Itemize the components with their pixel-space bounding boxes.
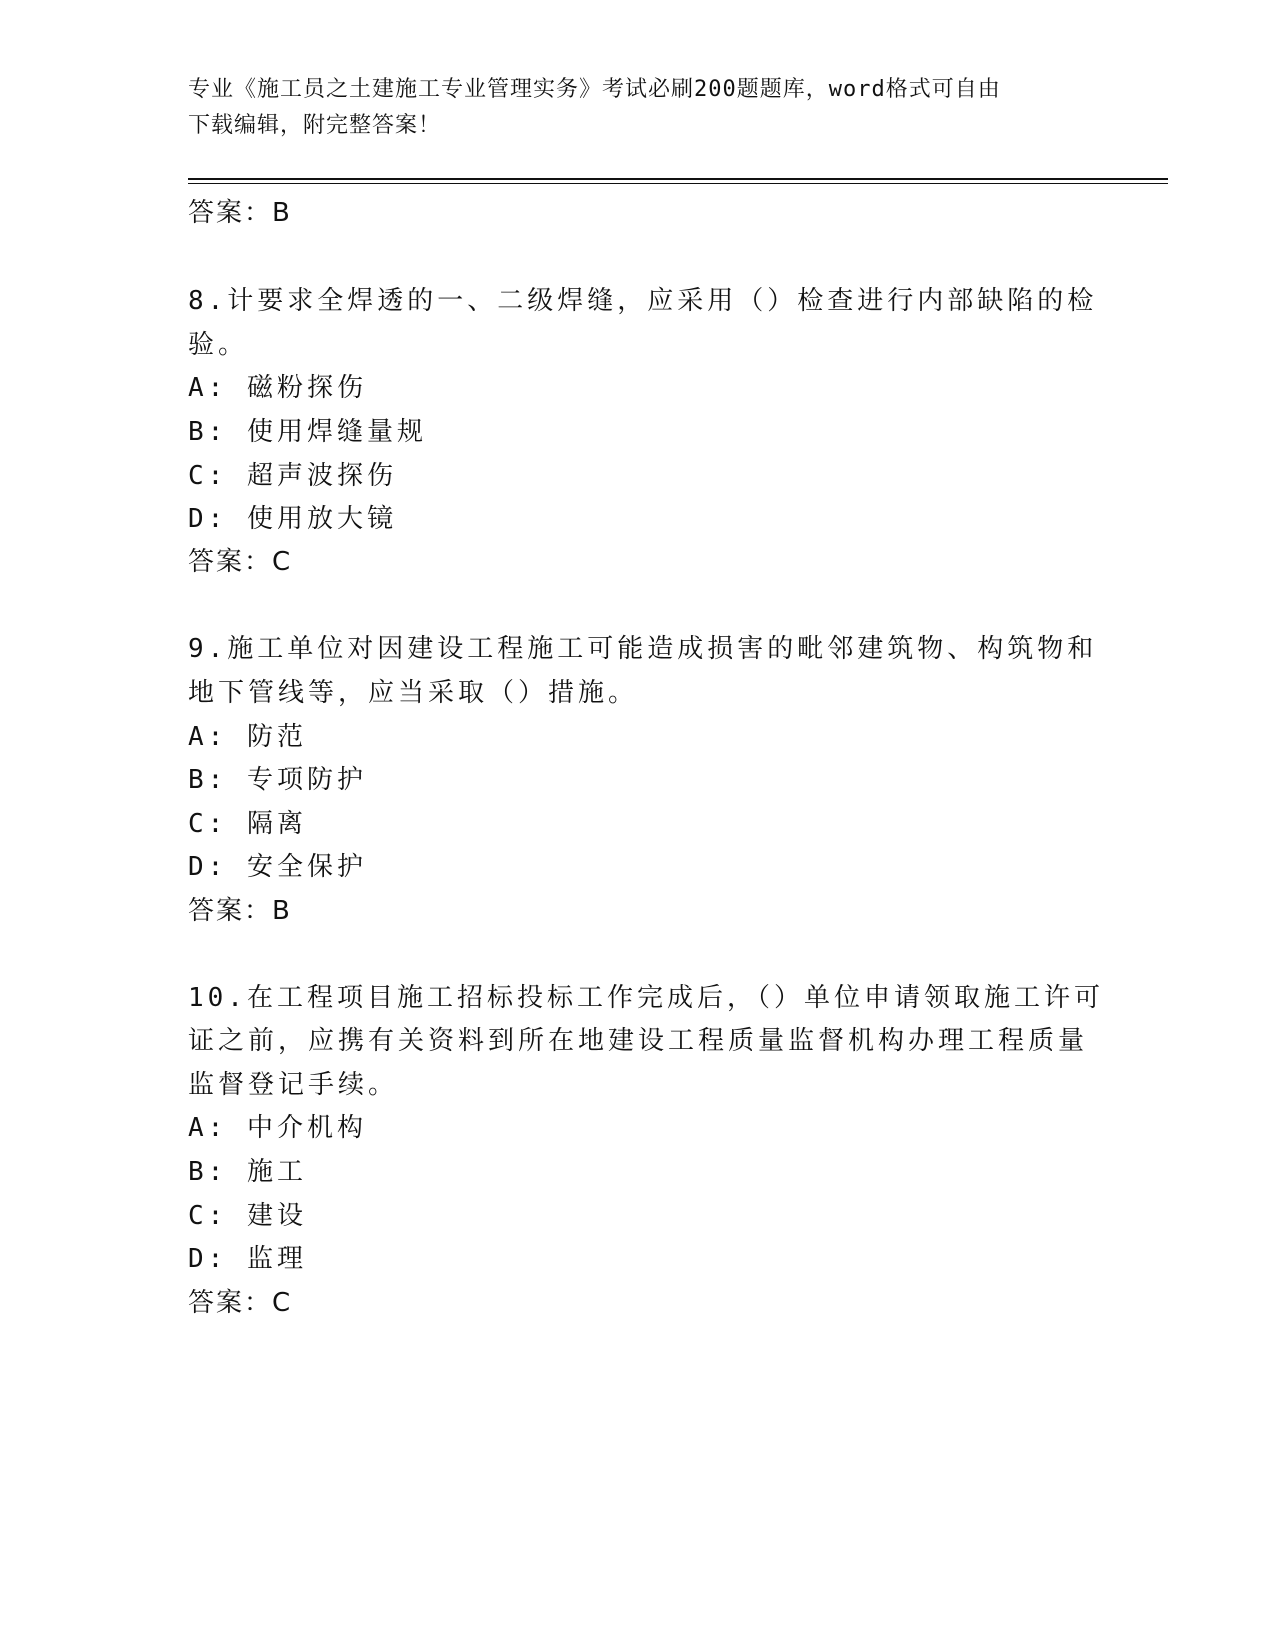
option-a: A: 防范: [188, 722, 307, 752]
option-d: D: 监理: [188, 1244, 307, 1274]
option-a: A: 磁粉探伤: [188, 373, 367, 403]
header-line-2: 下载编辑，附完整答案！: [188, 113, 442, 138]
question-stem-line: 10.在工程项目施工招标投标工作完成后，（）单位申请领取施工许可: [188, 983, 1104, 1013]
question-stem-line: 验。: [188, 330, 249, 360]
option-d: D: 使用放大镜: [188, 504, 397, 534]
question-stem-line: 8.计要求全焊透的一、二级焊缝，应采用（）检查进行内部缺陷的检: [188, 286, 1098, 316]
header-line-1: 专业《施工员之土建施工专业管理实务》考试必刷200题题库，word格式可自由: [188, 77, 1001, 102]
question-stem-line: 地下管线等，应当采取（）措施。: [188, 678, 639, 708]
document-header: [188, 72, 1088, 144]
header-rule-thick: [188, 178, 1168, 180]
question-stem-line: 监督登记手续。: [188, 1070, 399, 1100]
answer: 答案：B: [188, 896, 292, 926]
answer-previous: 答案：B: [188, 198, 292, 228]
question-stem-line: 证之前，应携有关资料到所在地建设工程质量监督机构办理工程质量: [188, 1026, 1089, 1056]
option-d: D: 安全保护: [188, 852, 367, 882]
question-stem-line: 9.施工单位对因建设工程施工可能造成损害的毗邻建筑物、构筑物和: [188, 634, 1098, 664]
answer: 答案：C: [188, 547, 293, 577]
option-a: A: 中介机构: [188, 1113, 367, 1143]
option-b: B: 专项防护: [188, 765, 367, 795]
answer: 答案：C: [188, 1288, 293, 1318]
option-b: B: 使用焊缝量规: [188, 417, 427, 447]
option-b: B: 施工: [188, 1157, 307, 1187]
option-c: C: 隔离: [188, 809, 307, 839]
option-c: C: 超声波探伤: [188, 461, 397, 491]
option-c: C: 建设: [188, 1201, 307, 1231]
header-rule-thin: [188, 183, 1168, 184]
